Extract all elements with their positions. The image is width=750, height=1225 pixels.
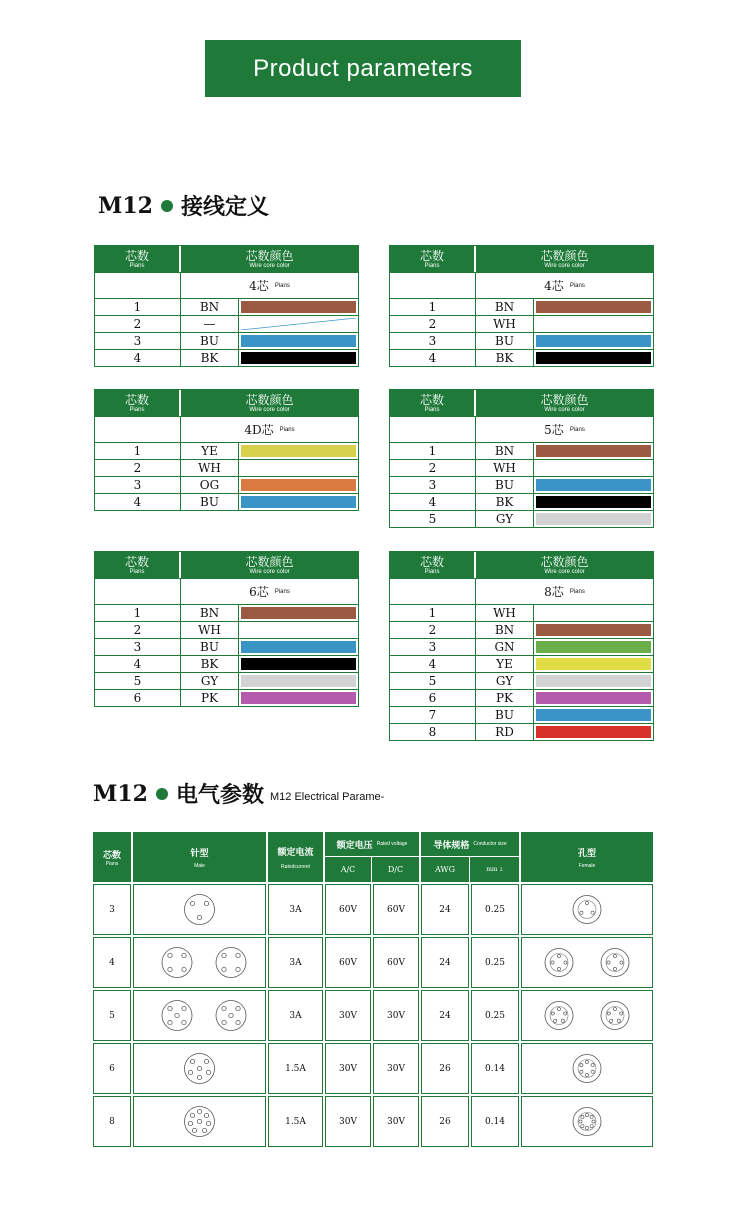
core-count-en: Pians [569, 426, 585, 433]
wire-row [95, 689, 358, 706]
pin-number: 2 [95, 316, 181, 332]
header-female: 孔型 Female [521, 832, 653, 882]
header-current: 额定电流 Ratedcurrent [268, 832, 323, 882]
bullet-icon [161, 200, 173, 212]
wire-row [390, 604, 653, 621]
core-count: 4芯 [249, 279, 269, 293]
core-count: 5芯 [544, 423, 564, 437]
wire-row [390, 621, 653, 638]
header-voltage: 额定电压 Rated voltage A/C D/C [325, 832, 419, 882]
color-swatch [241, 624, 356, 636]
electrical-current-cell: 1.5A [268, 1043, 323, 1094]
female-connector-diagram [521, 884, 653, 935]
wire-row [390, 655, 653, 672]
wire-table-header [390, 390, 653, 416]
electrical-ac-cell: 30V [325, 990, 371, 1041]
electrical-awg-cell: 24 [421, 884, 469, 935]
color-swatch [241, 675, 356, 687]
header-color-en: Wire core color [249, 406, 290, 413]
core-count: 4D芯 [244, 423, 274, 437]
wire-code: BU [476, 477, 534, 493]
wire-row [390, 298, 653, 315]
wire-table [389, 389, 654, 528]
electrical-title: 电气参数 [175, 782, 264, 808]
wire-row [390, 476, 653, 493]
electrical-subtitle: M12 Electrical Parame- [269, 790, 385, 803]
pin-number: 4 [390, 350, 476, 366]
electrical-current-cell: 3A [268, 937, 323, 988]
female-connector-diagram [521, 1043, 653, 1094]
header-pins-en: Pians [424, 406, 440, 413]
wire-row [390, 723, 653, 740]
pin-number: 3 [390, 639, 476, 655]
pin-number: 3 [95, 477, 181, 493]
wire-code: BN [181, 299, 239, 315]
header-pins-label: 芯数 [419, 248, 444, 263]
wire-code: YE [181, 443, 239, 459]
pin-number: 2 [95, 460, 181, 476]
wire-row [95, 332, 358, 349]
color-swatch [241, 318, 356, 330]
pin-number: 4 [95, 350, 181, 366]
core-count-en: Pians [279, 426, 295, 433]
wire-code: PK [181, 690, 239, 706]
header-color-en: Wire core color [544, 406, 585, 413]
color-swatch [536, 479, 651, 491]
pin-number: 3 [95, 333, 181, 349]
wire-table [94, 551, 359, 707]
wire-code: RD [476, 724, 534, 740]
wire-code: BN [476, 443, 534, 459]
wire-code: GY [476, 673, 534, 689]
wire-code: BU [476, 333, 534, 349]
header-color-label: 芯数颜色 [540, 248, 589, 263]
female-connector-diagram [521, 937, 653, 988]
header-pins-en: Pians [424, 568, 440, 575]
electrical-section-title [93, 778, 384, 809]
wire-code: OG [181, 477, 239, 493]
header-pins-label: 芯数 [419, 392, 444, 407]
core-count: 4芯 [544, 279, 564, 293]
electrical-mm2-cell: 0.14 [471, 1096, 519, 1147]
core-count: 8芯 [544, 585, 564, 599]
electrical-pins-cell: 3 [93, 884, 131, 935]
color-swatch [241, 641, 356, 653]
wire-table-subheader [390, 578, 653, 604]
pin-number: 5 [95, 673, 181, 689]
color-swatch [241, 352, 356, 364]
wire-row [95, 459, 358, 476]
female-connector-diagram [521, 1096, 653, 1147]
header-pins-label: 芯数 [124, 392, 149, 407]
header-pins: 芯数 Pians [93, 832, 131, 882]
electrical-mm2-cell: 0.14 [471, 1043, 519, 1094]
pin-number: 4 [95, 656, 181, 672]
wire-row [390, 332, 653, 349]
header-awg: AWG [421, 857, 470, 882]
color-swatch [536, 641, 651, 653]
wire-row [95, 655, 358, 672]
color-swatch [241, 692, 356, 704]
color-swatch [536, 692, 651, 704]
electrical-pins-cell: 6 [93, 1043, 131, 1094]
wire-code: BN [181, 605, 239, 621]
color-swatch [536, 624, 651, 636]
core-count-en: Pians [569, 588, 585, 595]
wire-table-header [95, 552, 358, 578]
color-swatch [536, 352, 651, 364]
header-color-label: 芯数颜色 [540, 392, 589, 407]
header-pins-label: 芯数 [419, 554, 444, 569]
electrical-current-cell: 3A [268, 884, 323, 935]
wire-table [389, 551, 654, 741]
wire-table-header [95, 246, 358, 272]
wiring-title: 接线定义 [180, 194, 269, 220]
color-swatch [536, 607, 651, 619]
pin-number: 3 [95, 639, 181, 655]
header-color-label: 芯数颜色 [245, 554, 294, 569]
color-swatch [241, 658, 356, 670]
wire-table-subheader [390, 272, 653, 298]
female-connector-diagram [521, 990, 653, 1041]
wire-row [390, 672, 653, 689]
color-swatch [536, 675, 651, 687]
electrical-awg-cell: 24 [421, 990, 469, 1041]
core-count-en: Pians [569, 282, 585, 289]
color-swatch [536, 496, 651, 508]
color-swatch [536, 335, 651, 347]
electrical-mm2-cell: 0.25 [471, 990, 519, 1041]
pin-number: 8 [390, 724, 476, 740]
wire-row [95, 349, 358, 366]
electrical-ac-cell: 30V [325, 1043, 371, 1094]
electrical-table [93, 832, 653, 1148]
header-pins-en: Pians [129, 568, 145, 575]
pin-number: 2 [390, 622, 476, 638]
wire-row [390, 510, 653, 527]
electrical-dc-cell: 60V [373, 937, 419, 988]
electrical-awg-cell: 24 [421, 937, 469, 988]
wire-table [389, 245, 654, 367]
color-swatch [536, 301, 651, 313]
male-connector-diagram [133, 937, 266, 988]
product-parameters-banner: Product parameters [205, 40, 521, 97]
wire-code: GN [476, 639, 534, 655]
male-connector-diagram [133, 1043, 266, 1094]
wire-row [95, 493, 358, 510]
wire-code: YE [476, 656, 534, 672]
wiring-model: M12 [98, 192, 153, 219]
core-count: 6芯 [249, 585, 269, 599]
electrical-mm2-cell: 0.25 [471, 884, 519, 935]
wire-code: BN [476, 299, 534, 315]
pin-number: 4 [95, 494, 181, 510]
wire-code: BU [181, 333, 239, 349]
header-pins-en: Pians [424, 262, 440, 269]
wire-row [390, 493, 653, 510]
header-color-en: Wire core color [249, 568, 290, 575]
wire-table-subheader [95, 272, 358, 298]
header-pins-label: 芯数 [124, 554, 149, 569]
electrical-model: M12 [93, 780, 148, 807]
pin-number: 7 [390, 707, 476, 723]
electrical-ac-cell: 60V [325, 884, 371, 935]
header-color-en: Wire core color [544, 262, 585, 269]
wire-table [94, 245, 359, 367]
pin-number: 1 [390, 299, 476, 315]
electrical-dc-cell: 60V [373, 884, 419, 935]
pin-number: 3 [390, 477, 476, 493]
pin-number: 6 [390, 690, 476, 706]
wire-table-subheader [390, 416, 653, 442]
electrical-mm2-cell: 0.25 [471, 937, 519, 988]
pin-number: 1 [95, 299, 181, 315]
wire-row [95, 298, 358, 315]
color-swatch [241, 301, 356, 313]
core-count-en: Pians [274, 282, 290, 289]
header-conductor: 导体规格 Conductor size AWG mm 2 [421, 832, 519, 882]
pin-number: 1 [95, 443, 181, 459]
core-count-en: Pians [274, 588, 290, 595]
electrical-awg-cell: 26 [421, 1096, 469, 1147]
electrical-dc-cell: 30V [373, 1043, 419, 1094]
header-pins-label: 芯数 [124, 248, 149, 263]
bullet-icon [156, 788, 168, 800]
pin-number: 5 [390, 673, 476, 689]
header-color-en: Wire core color [544, 568, 585, 575]
color-swatch [536, 462, 651, 474]
wire-code: BK [476, 350, 534, 366]
color-swatch [536, 709, 651, 721]
wire-code: WH [181, 460, 239, 476]
color-swatch [241, 462, 356, 474]
wire-code: WH [476, 316, 534, 332]
male-connector-diagram [133, 884, 266, 935]
wire-code: BN [476, 622, 534, 638]
color-swatch [241, 445, 356, 457]
electrical-pins-cell: 8 [93, 1096, 131, 1147]
color-swatch [241, 607, 356, 619]
wire-row [95, 672, 358, 689]
wire-table-subheader [95, 416, 358, 442]
header-dc: D/C [387, 865, 404, 874]
pin-number: 5 [390, 511, 476, 527]
color-swatch [241, 335, 356, 347]
electrical-pins-cell: 4 [93, 937, 131, 988]
header-mm2: mm 2 [486, 866, 503, 873]
wire-code: WH [181, 622, 239, 638]
pin-number: 1 [390, 443, 476, 459]
wire-code: BK [181, 350, 239, 366]
wire-code: — [181, 316, 239, 332]
color-swatch [536, 658, 651, 670]
wire-row [95, 638, 358, 655]
wire-row [95, 315, 358, 332]
pin-number: 1 [95, 605, 181, 621]
wire-code: GY [476, 511, 534, 527]
pin-number: 2 [390, 316, 476, 332]
wire-row [95, 604, 358, 621]
electrical-ac-cell: 30V [325, 1096, 371, 1147]
wire-code: GY [181, 673, 239, 689]
pin-number: 1 [390, 605, 476, 621]
wire-code: BU [181, 494, 239, 510]
electrical-ac-cell: 60V [325, 937, 371, 988]
wire-code: WH [476, 605, 534, 621]
wire-code: BK [476, 494, 534, 510]
wire-code: BU [181, 639, 239, 655]
pin-number: 2 [390, 460, 476, 476]
wire-table [94, 389, 359, 511]
wire-code: PK [476, 690, 534, 706]
color-swatch [241, 479, 356, 491]
header-color-label: 芯数颜色 [540, 554, 589, 569]
male-connector-diagram [133, 990, 266, 1041]
wire-table-header [390, 246, 653, 272]
color-swatch [536, 318, 651, 330]
header-male: 针型 Male [133, 832, 266, 882]
wire-row [390, 459, 653, 476]
wire-row [390, 689, 653, 706]
wire-code: BK [181, 656, 239, 672]
pin-number: 3 [390, 333, 476, 349]
color-swatch [536, 445, 651, 457]
wire-row [390, 349, 653, 366]
wire-row [95, 476, 358, 493]
wire-row [390, 442, 653, 459]
color-swatch [536, 726, 651, 738]
pin-number: 2 [95, 622, 181, 638]
male-connector-diagram [133, 1096, 266, 1147]
wire-row [95, 442, 358, 459]
color-swatch [241, 496, 356, 508]
wire-code: BU [476, 707, 534, 723]
wire-row [390, 315, 653, 332]
wire-table-header [390, 552, 653, 578]
pin-number: 6 [95, 690, 181, 706]
wire-table-header [95, 390, 358, 416]
electrical-awg-cell: 26 [421, 1043, 469, 1094]
header-color-label: 芯数颜色 [245, 248, 294, 263]
pin-number: 4 [390, 656, 476, 672]
wire-row [95, 621, 358, 638]
header-color-label: 芯数颜色 [245, 392, 294, 407]
wire-row [390, 706, 653, 723]
wiring-section-title [98, 190, 269, 221]
electrical-dc-cell: 30V [373, 1096, 419, 1147]
header-ac: A/C [325, 857, 372, 882]
electrical-current-cell: 1.5A [268, 1096, 323, 1147]
electrical-current-cell: 3A [268, 990, 323, 1041]
color-swatch [536, 513, 651, 525]
electrical-pins-cell: 5 [93, 990, 131, 1041]
wire-table-subheader [95, 578, 358, 604]
electrical-dc-cell: 30V [373, 990, 419, 1041]
header-pins-en: Pians [129, 262, 145, 269]
pin-number: 4 [390, 494, 476, 510]
header-color-en: Wire core color [249, 262, 290, 269]
wire-code: WH [476, 460, 534, 476]
header-pins-en: Pians [129, 406, 145, 413]
wire-row [390, 638, 653, 655]
